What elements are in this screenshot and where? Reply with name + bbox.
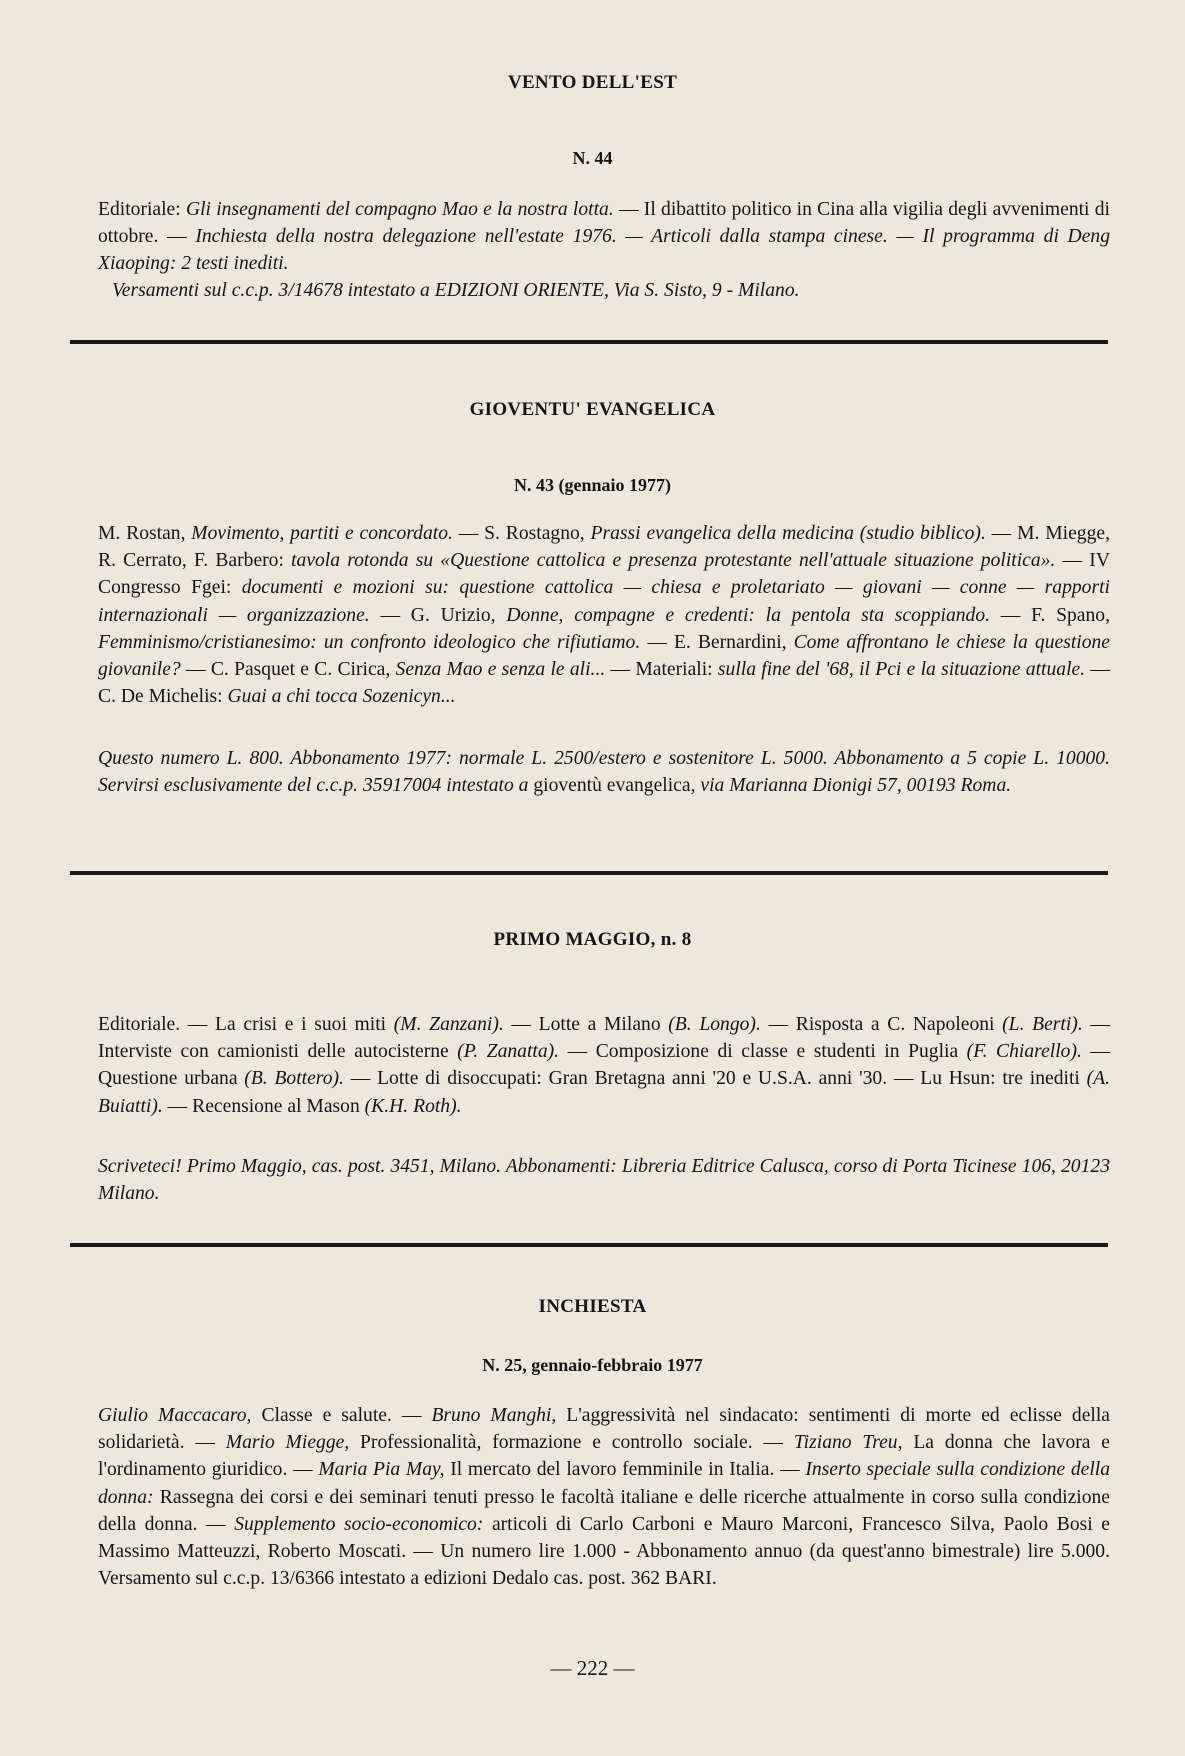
text-run: (L. Berti).: [1002, 1014, 1083, 1035]
text-run: (F. Chiarello).: [966, 1041, 1082, 1063]
section-issue-inchiesta: N. 25, gennaio-febbraio 1977: [482, 1355, 703, 1375]
text-run: Professionalità, formazione e controllo sociale. —: [349, 1432, 794, 1454]
section-issue-gioventu-evangelica: N. 43 (gennaio 1977): [514, 475, 671, 495]
text-run: Inserto speciale sulla condizione della donna:: [98, 1459, 1111, 1508]
text-run: (P. Zanatta).: [457, 1041, 560, 1063]
section-title-gioventu-evangelica: GIOVENTU' EVANGELICA: [469, 399, 716, 420]
section-body-gioventu-evangelica: [98, 520, 1110, 710]
text-run: Donne, compagne e credenti: la pentola sta scoppiando.: [506, 604, 991, 626]
text-run: — Recensione al Mason: [162, 1095, 365, 1117]
section-body-vento-dell-est: [98, 196, 1110, 278]
text-run: — S. Rostagno,: [452, 523, 591, 544]
text-run: (B. Longo).: [668, 1014, 761, 1035]
section-divider: [70, 871, 1108, 875]
text-run: — Interviste con camionisti delle autocisterne: [98, 1014, 1110, 1063]
text-run: (K.H. Roth).: [364, 1095, 462, 1117]
text-run: Questo numero L. 800. Abbonamento 1977: normale L. 2500/estero e sostenitore L. 5000. Abbonamento a 5 copie L. 10000. Servirsi esclusivamente del c.c.p. 35917004 intestato a: [98, 748, 1110, 797]
text-run: Supplemento socio-economico:: [234, 1513, 484, 1535]
text-run: Come affrontano le chiese la questione giovanile?: [98, 631, 1110, 681]
text-run: — Materiali:: [605, 659, 718, 681]
section-note-gioventu-evangelica: [98, 745, 1110, 799]
text-run: — IV Congresso Fgei:: [98, 550, 1110, 599]
text-run: Rassegna dei corsi e dei seminari tenuti presso le facoltà italiane e delle ricerche attualmente in corso sulla condizione della donna. —: [98, 1486, 1110, 1535]
section-title-inchiesta: INCHIESTA: [538, 1296, 647, 1317]
text-run: Senza Mao e senza le ali...: [395, 659, 606, 681]
text-run: L'aggressività nel sindacato: sentimenti di morte ed eclisse della solidarietà. —: [98, 1405, 1110, 1454]
text-run: Scriveteci! Primo Maggio, cas. post. 3451, Milano. Abbonamenti: Libreria Editrice Calusca, corso di Porta Ticinese 106, 20123 Milano.: [98, 1156, 1110, 1205]
text-run: gioventù evangelica,: [533, 775, 696, 797]
text-run: tavola rotonda su «Questione cattolica e presenza protestante nell'attuale situazione politica».: [291, 550, 1056, 572]
text-run: articoli di Carlo Carboni e Mauro Marconi, Francesco Silva, Paolo Bosi e Massimo Matteuzzi, Roberto Moscati. — Un numero lire 1.000 - Abbonamento annuo (da quest'anno bimestrale) lire 5.000. Versamento sul c.c.p. 13/6366 intestato a edizioni Dedalo cas. post. 362 BARI.: [98, 1513, 1110, 1590]
text-run: Giulio Maccacaro,: [98, 1405, 252, 1426]
text-run: Gli insegnamenti del compagno Mao e la nostra lotta.: [185, 199, 614, 220]
text-run: sulla fine del '68, il Pci e la situazione attuale.: [717, 659, 1086, 681]
text-run: Prassi evangelica della medicina (studio biblico).: [590, 523, 986, 544]
text-run: — C. De Michelis:: [98, 659, 1110, 708]
text-run: (B. Bottero).: [244, 1068, 344, 1090]
section-title-primo-maggio: PRIMO MAGGIO, n. 8: [493, 929, 692, 950]
text-run: Femminismo/cristianesimo: un confronto ideologico che rifiutiamo.: [98, 631, 641, 653]
text-run: — G. Urizio,: [369, 604, 507, 626]
text-run: documenti e mozioni su: questione cattolica — chiesa e proletariato — giovani — conne — rapporti internazionali — organizzazione.: [98, 577, 1110, 626]
section-title-vento-dell-est: VENTO DELL'EST: [507, 72, 678, 93]
text-run: — M. Miegge, R. Cerrato, F. Barbero:: [98, 523, 1110, 572]
text-run: — Composizione di classe e studenti in Puglia: [559, 1041, 967, 1063]
text-run: Tiziano Treu,: [793, 1432, 903, 1454]
section-note-vento-dell-est: [98, 277, 1110, 304]
page-number: — 222 —: [550, 1656, 635, 1680]
text-run: Mario Miegge,: [225, 1432, 350, 1454]
text-run: Movimento, partiti e concordato.: [191, 523, 453, 544]
text-run: Editoriale. — La crisi e i suoi miti: [98, 1014, 394, 1035]
text-run: Bruno Manghi,: [431, 1405, 557, 1426]
text-run: — Lotte di disoccupati: Gran Bretagna anni '20 e U.S.A. anni '30. — Lu Hsun: tre inediti: [343, 1068, 1087, 1090]
text-run: (A. Buiatti).: [98, 1068, 1111, 1117]
text-run: — Lotte a Milano: [503, 1014, 669, 1035]
text-run: Inchiesta della nostra delegazione nell'estate 1976. — Articoli dalla stampa cinese. — Il programma di Deng Xiaoping: 2 testi inediti.: [98, 226, 1110, 275]
text-run: Editoriale:: [98, 199, 186, 220]
text-run: — E. Bernardini,: [640, 631, 794, 653]
text-run: — Questione urbana: [98, 1041, 1110, 1090]
section-note-primo-maggio: [98, 1153, 1110, 1207]
section-divider: [70, 1243, 1108, 1247]
section-body-primo-maggio: [98, 1011, 1110, 1120]
text-run: — C. Pasquet e C. Cirica,: [180, 659, 396, 681]
text-run: La donna che lavora e l'ordinamento giuridico. —: [98, 1432, 1111, 1481]
text-run: — Risposta a C. Napoleoni: [760, 1014, 1003, 1035]
section-body-inchiesta: [98, 1402, 1110, 1592]
text-run: via Marianna Dionigi 57, 00193 Roma.: [695, 775, 1012, 797]
section-issue-vento-dell-est: N. 44: [572, 148, 613, 168]
text-run: M. Rostan,: [98, 523, 192, 544]
text-run: (M. Zanzani).: [393, 1014, 504, 1035]
text-run: Il mercato del lavoro femminile in Italia. —: [444, 1459, 806, 1481]
text-run: Versamenti sul c.c.p. 3/14678 intestato a EDIZIONI ORIENTE, Via S. Sisto, 9 - Milano.: [112, 280, 800, 301]
text-run: — Il dibattito politico in Cina alla vigilia degli avvenimenti di ottobre. —: [98, 199, 1110, 248]
text-run: Guai a chi tocca Sozenicyn...: [227, 686, 456, 708]
section-divider: [70, 340, 1108, 344]
text-run: — F. Spano,: [990, 604, 1110, 626]
text-run: Maria Pia May,: [318, 1459, 445, 1481]
text-run: Classe e salute. —: [251, 1405, 432, 1426]
